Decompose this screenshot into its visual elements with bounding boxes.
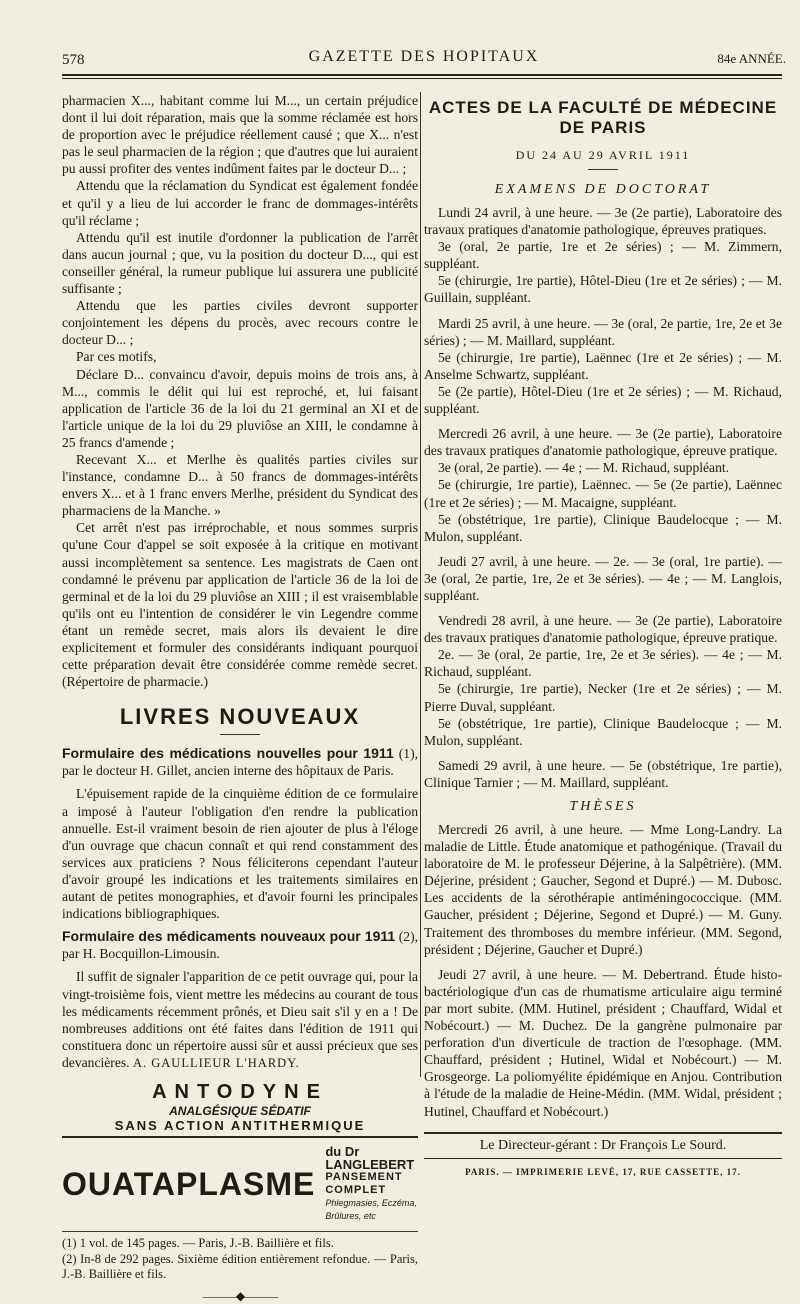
paragraph: Attendu qu'il est inutile d'ordonner la publication de l'arrêt dans aucun journal ; que, vu la position du docteur D..., qui est conseiller général, la rumeur publique lui assurera une publicité suffisante ; bbox=[62, 229, 418, 297]
director-signature: Le Directeur-gérant : Dr François Le Sourd. bbox=[424, 1132, 782, 1159]
column-divider bbox=[420, 92, 421, 1077]
exam-entry: Jeudi 27 avril, à une heure. — 2e. — 3e (oral, 1re partie). — 3e (oral, 2e partie, 1re, 2e et 3e séries). — 4e ; — M. Langlois, suppléant. bbox=[424, 553, 782, 603]
exam-entry: 5e (chirurgie, 1re partie), Laënnec (1re et 2e séries) ; — M. Anselme Schwartz, suppléant. bbox=[424, 349, 782, 382]
thesis-entry: Mercredi 26 avril, à une heure. — Mme Long-Landry. La maladie de Little. Étude anatomique et pathogénique. (Travail du laboratoire de M. le professeur Déjerine, à la Salpêtrière). (MM. Déjerine, président ; Gaucher, Segond et Dupré.) — M. Dubosc. Les accidents de la sérothérapie antiméningococcique. (MM. Gaucher, président ; Déjerine, Segond et Dupré.) — M. Guny. Traitement des thromboses du membre inférieur. (MM. Segond, président ; Déjerine, Gaucher et Dupré.) bbox=[424, 822, 782, 957]
book-review: L'épuisement rapide de la cinquième édition de ce formulaire a imposé à l'auteur l'obligation d'en rendre la publication annuelle. Est-il vraiment besoin de rien ajouter de plus à l'éloge d'un ouvrage que chacun connaît et qui rend constamment des services aux praticiens ? Nous féliciterons cependant l'auteur d'avoir groupé les indications et les traitements similaires en autant de petites monographies, et d'avoir fourni les principales indications bibliographiques. bbox=[62, 786, 418, 922]
review-text: Il suffit de signaler l'apparition de ce petit ouvrage qui, pour la vingt-troisième fois, vient mettre les médecins au courant de tous les médicaments récemment prônés, et Dieu sait s'il y en a ! De nombreuses additions ont été faites dans l'édition de 1911 qui constituera donc un répertoire aussi sûr et aussi précieux que ses devancières. bbox=[62, 969, 418, 1070]
exam-entry: 5e (chirurgie, 1re partie), Necker (1re et 2e séries) ; — M. Pierre Duval, suppléant. bbox=[424, 681, 782, 714]
theses-list bbox=[424, 821, 782, 1120]
exam-entry: 3e (oral, 2e partie, 1re et 2e séries) ; — M. Zimmern, suppléant. bbox=[424, 239, 782, 272]
exam-entry: 2e. — 3e (oral, 2e partie, 1re, 2e et 3e séries). — 4e ; — M. Richaud, suppléant. bbox=[424, 647, 782, 680]
section-rule bbox=[220, 734, 260, 735]
subheading-examens: EXAMENS DE DOCTORAT bbox=[494, 182, 712, 197]
book-entry bbox=[62, 745, 418, 779]
section-title: LIVRES NOUVEAUX bbox=[119, 704, 361, 730]
ad-product-desc: PANSEMENT COMPLET bbox=[325, 1171, 403, 1197]
issue-label: 84e ANNÉE. bbox=[717, 51, 786, 66]
book-author: (2), par H. Bocquillon-Limousin. bbox=[62, 929, 419, 962]
paragraph: Déclare D... convaincu d'avoir, depuis moins de trois ans, à M..., commis le délit qui lui est reproché, et, lui faisant application de l'article 36 de la loi du 21 germinal an XI et de l'article unique de la loi du 29 pluviôse an XIII, le condamne à 25 francs d'amende ; bbox=[62, 366, 418, 450]
paragraph: Par ces motifs, bbox=[76, 349, 157, 365]
ad-indications: Phlegmasies, Eczéma, Brûlures, etc bbox=[325, 1198, 417, 1222]
paragraph: Attendu que les parties civiles devront supporter conjointement les dépens du procès, avec recours contre le docteur D... ; bbox=[62, 298, 418, 348]
ad-product: OUATAPLASME bbox=[62, 1166, 316, 1203]
section-title: ACTES DE LA FACULTÉ DE MÉDECINE DE PARIS bbox=[428, 98, 778, 137]
ad-ouataplasme bbox=[62, 1141, 418, 1223]
exam-entry: 5e (obstétrique, 1re partie), Clinique Baudelocque ; — M. Mulon, suppléant. bbox=[424, 511, 782, 544]
subheading-theses: THÈSES bbox=[569, 799, 637, 814]
advertisement bbox=[62, 1081, 418, 1223]
ad-doctor: du Dr LANGLEBERT bbox=[325, 1144, 415, 1173]
printer-imprint: PARIS. — IMPRIMERIE LEVÉ, 17, RUE CASSETTE, 17. bbox=[465, 1166, 741, 1177]
book-review bbox=[62, 968, 418, 1071]
exam-entry: 5e (chirurgie, 1re partie), Laënnec. — 5e (2e partie), Laënnec (1re et 2e séries) ; — M. Macaigne, suppléant. bbox=[424, 477, 782, 510]
book-entry bbox=[62, 928, 418, 962]
exam-entry: 3e (oral, 2e partie). — 4e ; — M. Richaud, suppléant. bbox=[438, 460, 730, 476]
ad-tagline-2: SANS ACTION ANTITHERMIQUE bbox=[114, 1118, 366, 1134]
ad-brand: ANTODYNE bbox=[152, 1081, 328, 1104]
page-header bbox=[62, 48, 786, 70]
exam-entry: 5e (obstétrique, 1re partie), Clinique Baudelocque ; — M. Mulon, suppléant. bbox=[424, 715, 782, 748]
paragraph: Cet arrêt n'est pas irréprochable, et nous sommes surpris qu'une Cour d'appel se soit exposée à la critique en motivant aussi incomplètement sa sentence. Les magistrats de Caen ont condamné le prévenu par application de l'article 36 de la loi de germinal et de la loi du 29 pluviôse an XIII ; il est vraisemblable qu'ils ont eu l'intention de considérer le vin Legendre comme étant un remède secret, mais alors ils devaient le dire explicitement et formuler des considérants indiquant pourquoi cette préparation devait être considérée comme remède secret. (Répertoire de pharmacie.) bbox=[62, 520, 418, 690]
book-author: (1), par le docteur H. Gillet, ancien interne des hôpitaux de Paris. bbox=[62, 746, 418, 779]
paragraph: Recevant X... et Merlhe ès qualités parties civiles sur l'instance, condamne D... à 50 francs de dommages-intérêts envers X... et à 1 franc envers Merlhe, président du Syndicat des pharmaciens de la Manche. » bbox=[62, 451, 418, 519]
exam-entry: 5e (2e partie), Hôtel-Dieu (1re et 2e séries) ; — M. Richaud, suppléant. bbox=[424, 383, 782, 417]
paragraph: pharmacien X..., habitant comme lui M..., un certain préjudice dont il lui doit réparation, mais que la somme réclamée est hors de proportion avec le préjudice réellement causé ; que X... n'est pas le seul pharmacien de la région ; que d'autres que lui auraient pu aussi profiter des ventes indûment faites par le docteur D... ; bbox=[62, 93, 418, 177]
exam-entry: 5e (chirurgie, 1re partie), Hôtel-Dieu (1re et 2e séries) ; — M. Guillain, suppléant. bbox=[424, 273, 782, 306]
exam-entry: Lundi 24 avril, à une heure. — 3e (2e partie), Laboratoire des travaux pratiques d'anatomie pathologique, épreuves pratiques. bbox=[424, 205, 782, 238]
header-rule bbox=[62, 74, 782, 76]
exam-entry: Vendredi 28 avril, à une heure. — 3e (2e partie), Laboratoire des travaux pratiques d'anatomie pathologique, épreuve pratique. bbox=[424, 613, 782, 646]
footnote: (2) In-8 de 292 pages. Sixième édition entièrement refondue. — Paris, J.-B. Baillière et fils. bbox=[62, 1251, 418, 1282]
journal-title: GAZETTE DES HOPITAUX bbox=[308, 48, 540, 65]
thesis-entry: Jeudi 27 avril, à une heure. — M. Debertrand. Étude histo-bactériologique d'un cas de rhumatisme articulaire aigu terminé par mort subite. (MM. Hutinel, président ; Chauffard, Widal et Nobécourt.) — M. Duchez. De la gangrène pulmonaire par perforation d'un diverticule de traction de l'œsophage. (MM. Chauffard, président ; Hutinel, Widal et Nobécourt.) — M. Grosgeorge. La poliomyélite épidémique en Anjou. Contribution à l'étude de la maladie de Heine-Médin. (MM. Widal, président ; Hutinel, Chauffard et Nobécourt.) bbox=[424, 966, 782, 1119]
book-title: Formulaire des médications nouvelles pour 1911 bbox=[62, 745, 394, 762]
page-number: 578 bbox=[62, 52, 85, 68]
right-column bbox=[424, 92, 782, 1177]
ad-tagline: ANALGÉSIQUE SÉDATIF bbox=[169, 1104, 311, 1119]
examens-list bbox=[424, 204, 782, 791]
exam-entry: Mercredi 26 avril, à une heure. — 3e (2e partie), Laboratoire des travaux pratiques d'anatomie pathologique, épreuve pratique. bbox=[424, 426, 782, 459]
footnote: (1) 1 vol. de 145 pages. — Paris, J.-B. Baillière et fils. bbox=[62, 1236, 334, 1251]
ad-rule bbox=[62, 1136, 418, 1138]
section-rule bbox=[588, 169, 618, 170]
paragraph: Attendu que la réclamation du Syndicat est également fondée et qu'il y a lieu de lui accorder le franc de dommages-intérêts qu'il réclame ; bbox=[62, 178, 418, 228]
footnotes bbox=[62, 1231, 418, 1283]
book-title: Formulaire des médicaments nouveaux pour 1911 bbox=[62, 928, 396, 945]
ornament: ———◆——— bbox=[202, 1288, 278, 1303]
header-rule-thin bbox=[62, 78, 782, 79]
ad-details bbox=[325, 1145, 418, 1223]
left-column bbox=[62, 92, 418, 1304]
date-range: DU 24 AU 29 AVRIL 1911 bbox=[515, 148, 691, 162]
exam-entry: Mardi 25 avril, à une heure. — 3e (oral, 2e partie, 1re, 2e et 3e séries) ; — M. Maillard, suppléant. bbox=[424, 315, 782, 348]
exam-entry: Samedi 29 avril, à une heure. — 5e (obstétrique, 1re partie), Clinique Tarnier ; — M. Maillard, suppléant. bbox=[424, 757, 782, 790]
review-signature: A. GAULLIEUR L'HARDY. bbox=[132, 1055, 300, 1070]
